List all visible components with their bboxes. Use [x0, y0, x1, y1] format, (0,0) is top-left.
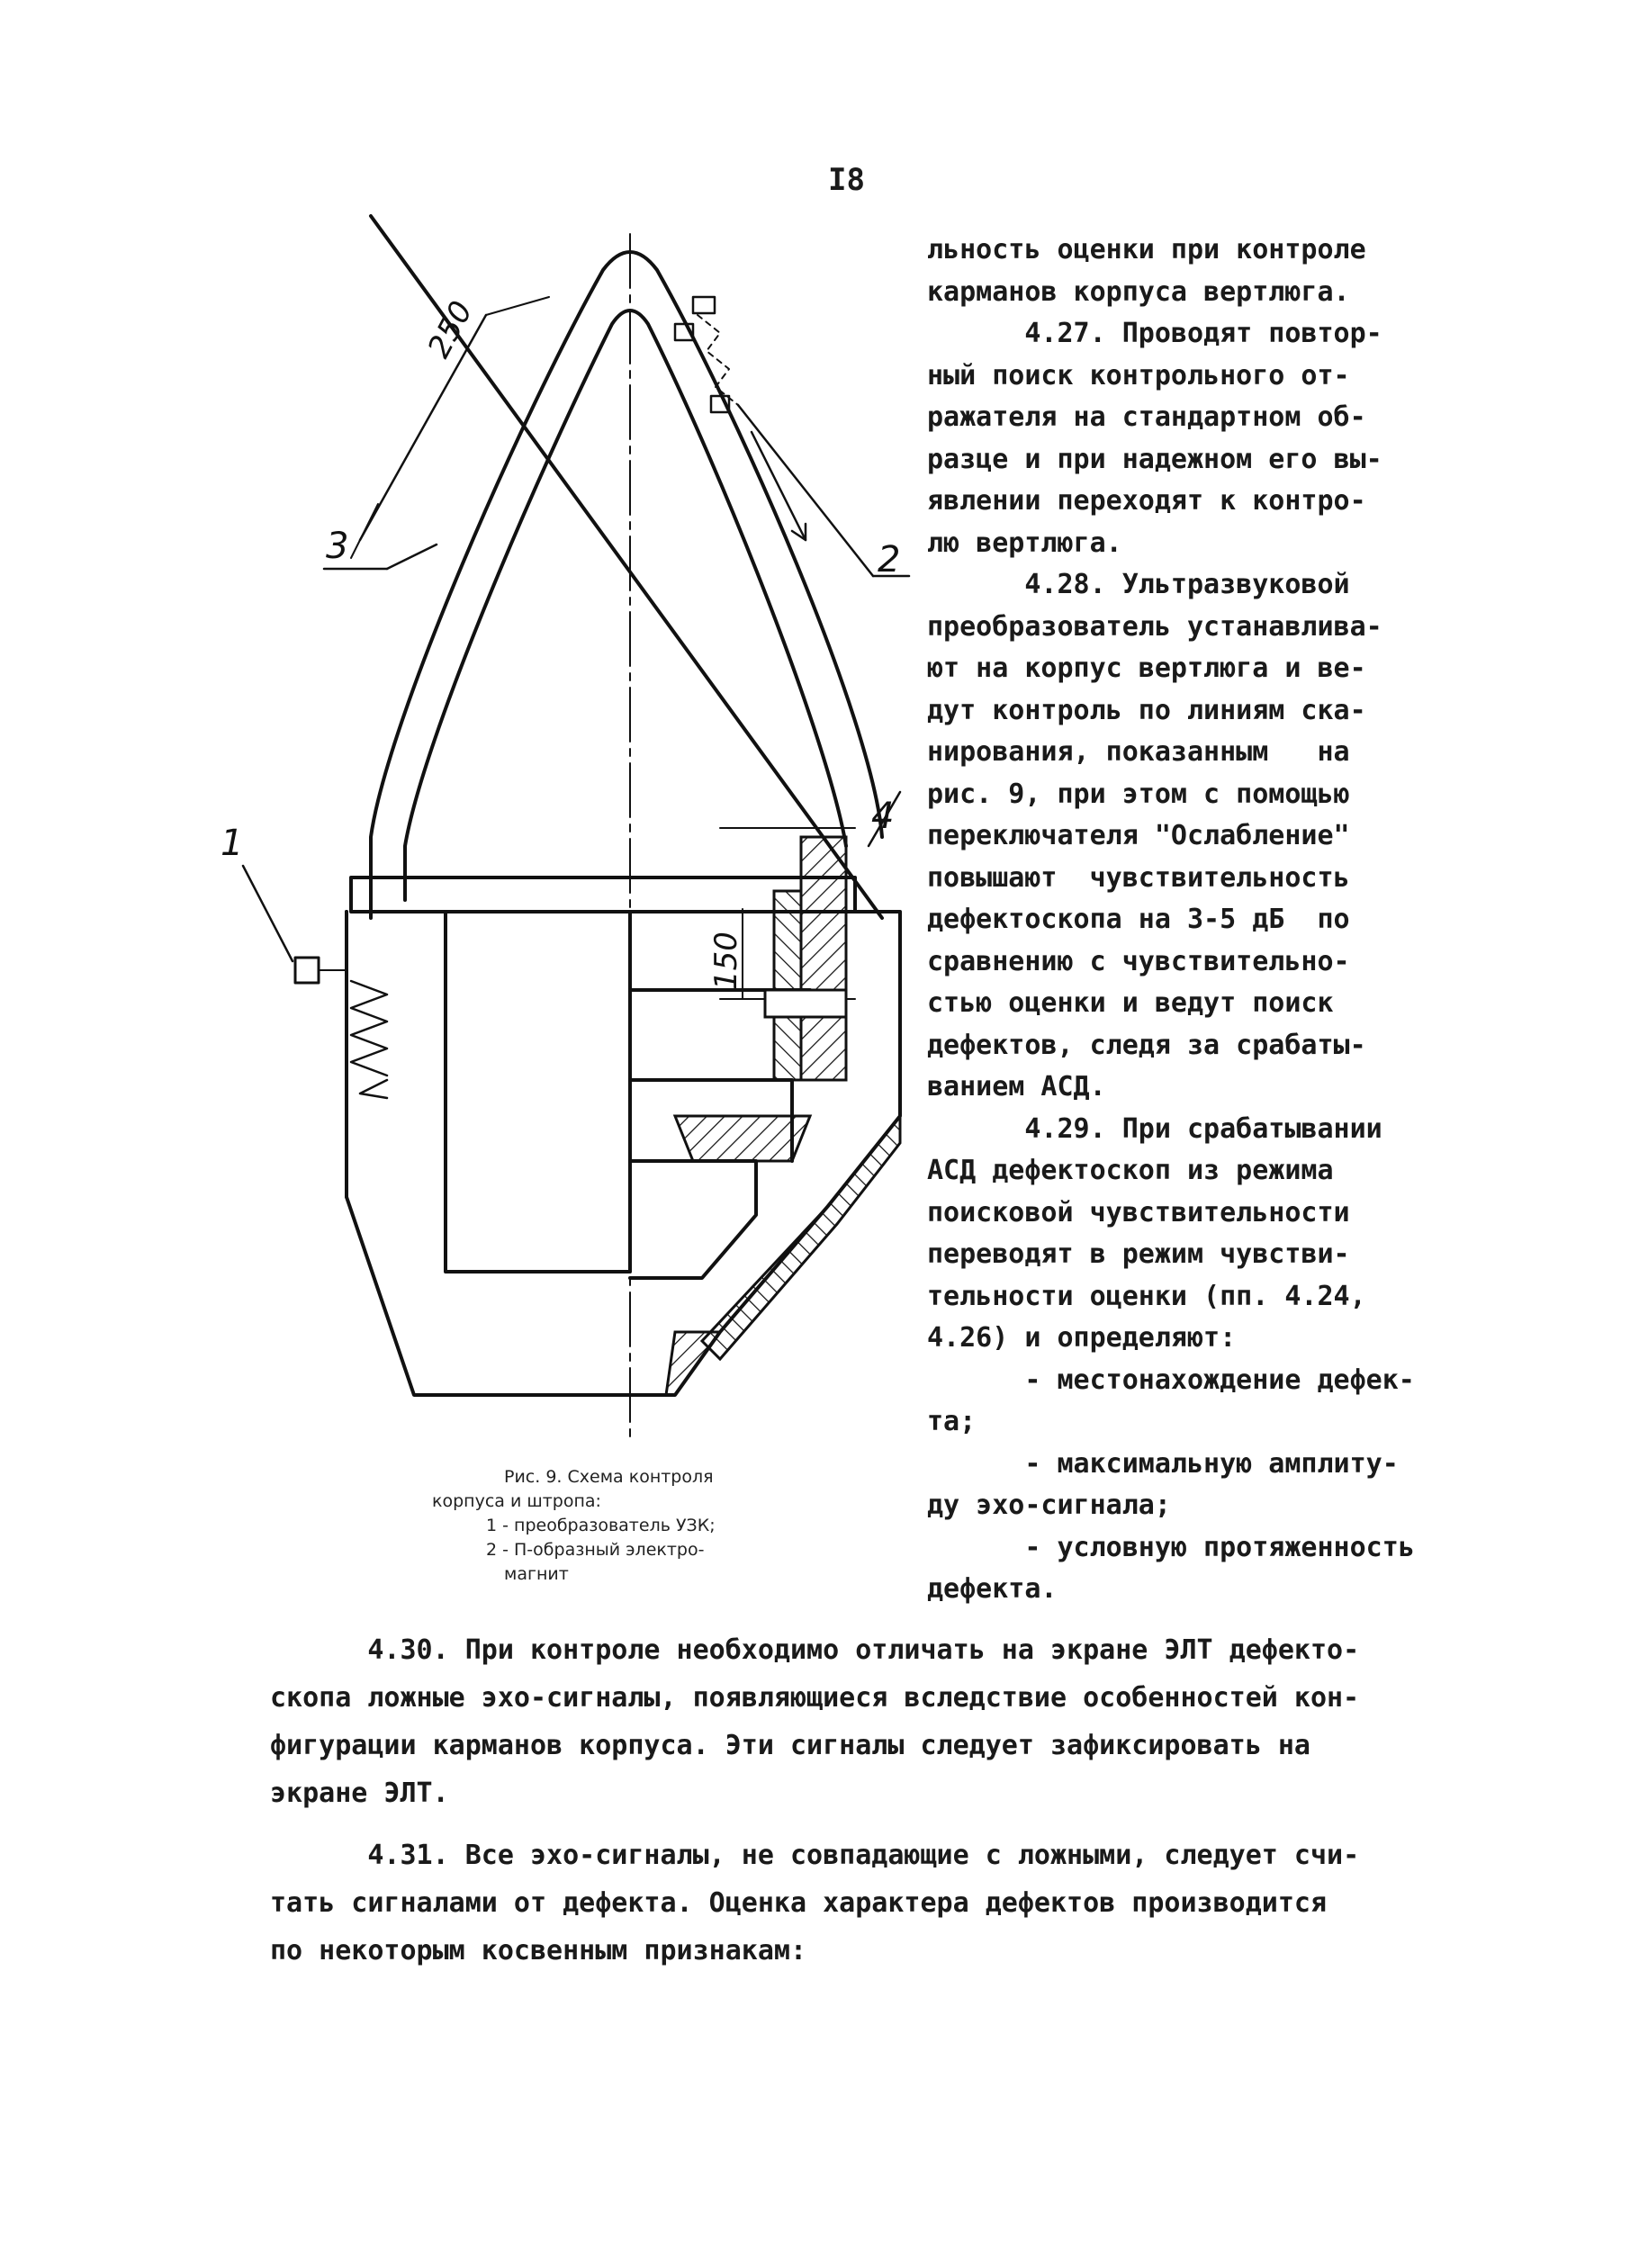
text-line: карманов корпуса вертлюга.: [927, 275, 1350, 308]
text-line: переводят в режим чувстви-: [927, 1238, 1350, 1270]
label-3: 3: [326, 526, 349, 567]
text-line: лю вертлюга.: [927, 526, 1122, 559]
label-1: 1: [221, 823, 244, 864]
pocket-left: [446, 912, 630, 1272]
text-line: ду эхо-сигнала;: [927, 1490, 1171, 1521]
text-line: фигурации карманов корпуса. Эти сигналы следует зафиксировать на: [270, 1730, 1310, 1761]
text-line: 4.29. При срабатывании: [927, 1112, 1382, 1145]
text-line: 4.28. Ультразвуковой: [927, 569, 1350, 600]
text-line: ванием АСД.: [927, 1071, 1106, 1102]
text-line: - условную протяженность: [927, 1531, 1415, 1563]
text-line: 4.30. При контроле необходимо отличать на экране ЭЛТ дефекто-: [270, 1634, 1360, 1666]
caption-item-3: магнит: [504, 1564, 569, 1584]
text-line: по некоторым косвенным признакам:: [270, 1935, 807, 1966]
text-line: 4.27. Проводят повтор-: [927, 318, 1382, 349]
transducer-1: [295, 958, 319, 983]
text-line: тельности оценки (пп. 4.24,: [927, 1280, 1366, 1312]
text-line: стью оценки и ведут поиск: [927, 987, 1334, 1019]
page-number: I8: [828, 162, 865, 198]
text-line: тать сигналами от дефекта. Оценка характера дефектов производится: [270, 1887, 1327, 1919]
body-outline: [347, 912, 630, 1395]
right-column-text: [927, 230, 1449, 1611]
dimension-250: 250: [420, 295, 481, 364]
scan-lines: [351, 981, 387, 1076]
electromagnet: [693, 297, 715, 313]
text-line: разце и при надежном его вы-: [927, 443, 1382, 475]
label-2: 2: [878, 539, 901, 580]
text-line: дут контроль по линиям ска-: [927, 694, 1366, 726]
text-line: льность оценки при контроле: [927, 234, 1366, 266]
text-line: ют на корпус вертлюга и ве-: [927, 652, 1366, 684]
text-line: рис. 9, при этом с помощью: [927, 778, 1350, 810]
text-line: поисковой чувствительности: [927, 1196, 1350, 1228]
text-line: экране ЭЛТ.: [270, 1778, 449, 1809]
caption-item-1: 1 - преобразователь УЗК;: [486, 1516, 716, 1535]
caption-title: Рис. 9. Схема контроля: [504, 1467, 714, 1487]
text-line: скопа ложные эхо-сигналы, появляющиеся вследствие особенностей кон-: [270, 1682, 1360, 1714]
dimension-150: 150: [708, 932, 744, 990]
text-line: сравнению с чувствительно-: [927, 945, 1350, 977]
text-line: ражателя на стандартном об-: [927, 401, 1366, 433]
text-line: ный поиск контрольного от-: [927, 359, 1350, 392]
figure-caption: [432, 1465, 882, 1587]
text-line: дефектоскопа на 3-5 дБ по: [927, 904, 1350, 935]
label-4: 4: [871, 796, 895, 837]
full-width-text: [270, 1631, 1458, 1979]
text-line: нирования, показанным на: [927, 736, 1350, 768]
text-line: - местонахождение дефек-: [927, 1364, 1415, 1396]
caption-item-2: 2 - П-образный электро-: [486, 1540, 705, 1560]
caption-subtitle: корпуса и штропа:: [432, 1491, 601, 1511]
text-line: преобразователь устанавлива-: [927, 610, 1382, 643]
text-line: переключателя "Ослабление": [927, 820, 1350, 851]
text-line: - максимальную амплиту-: [927, 1447, 1399, 1480]
text-line: повышают чувствительность: [927, 861, 1350, 894]
figure-9-drawing: [221, 216, 936, 1458]
text-line: та;: [927, 1406, 977, 1437]
text-line: явлении переходят к контро-: [927, 485, 1366, 517]
text-line: АСД дефектоскоп из режима: [927, 1155, 1334, 1186]
bail-inner: [405, 310, 846, 900]
text-line: 4.26) и определяют:: [927, 1322, 1237, 1354]
text-line: 4.31. Все эхо-сигналы, не совпадающие с ложными, следует счи-: [270, 1840, 1360, 1871]
text-line: дефекта.: [927, 1573, 1058, 1605]
text-line: дефектов, следя за срабаты-: [927, 1029, 1366, 1061]
